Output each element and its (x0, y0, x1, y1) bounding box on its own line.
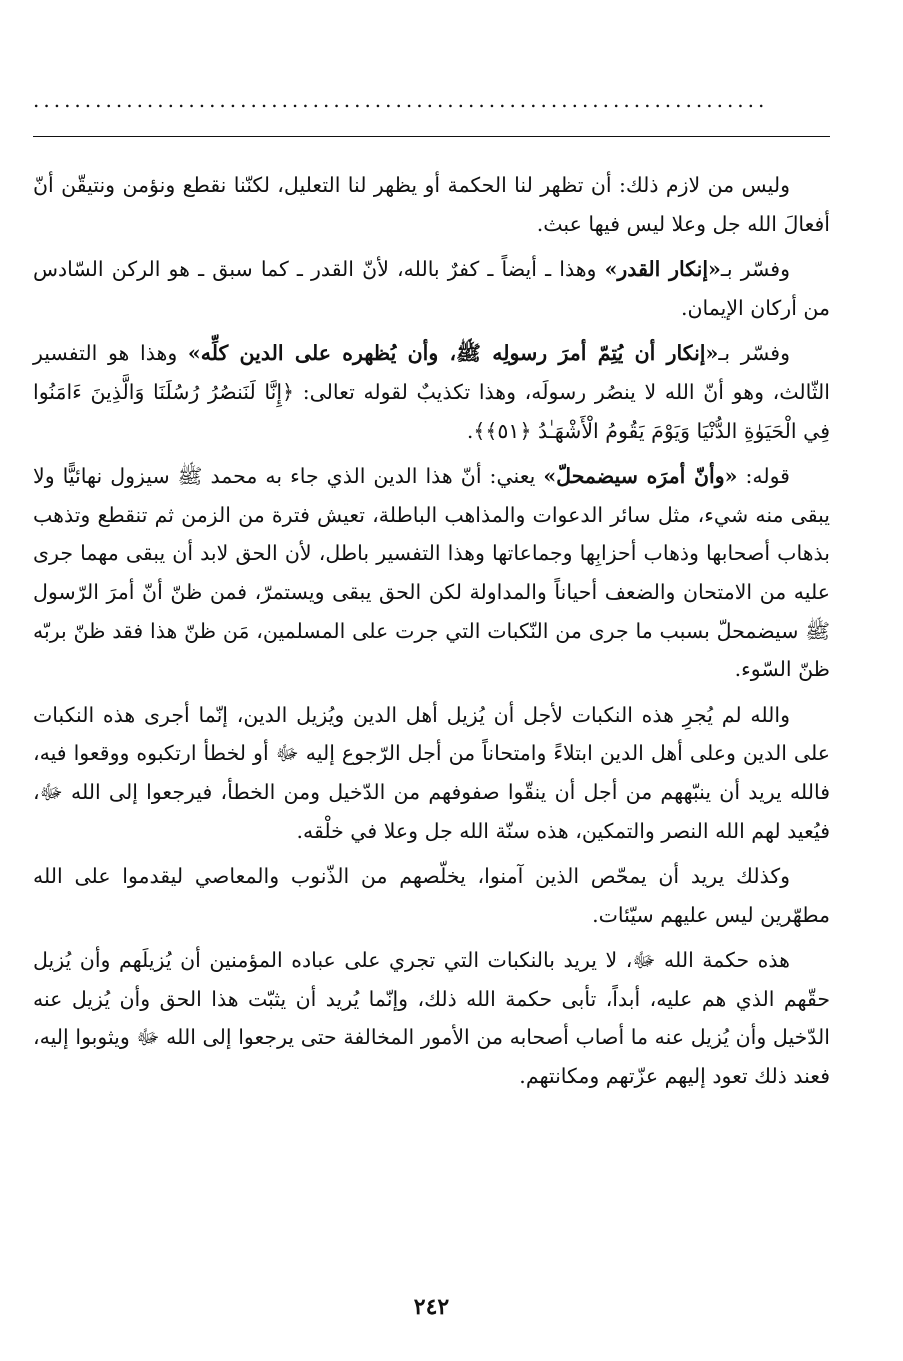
paragraph-4-intro: قوله: (737, 464, 790, 489)
book-page (33, 80, 830, 1340)
paragraph-3-rest: وهذا هو التفسير الثّالث، وهو أنّ الله لا ينصُر رسولَه، وهذا تكذيبٌ لقوله تعالى: ﴿إِنَّا لَنَنصُرُ رُسُلَنَا وَالَّذِينَ ءَامَنُوا فِي الْحَيَوٰةِ الدُّنْيَا وَيَوْمَ يَقُومُ الْأَشْهَـٰدُ ﴿٥١﴾﴾. (33, 341, 830, 443)
paragraph-2-intro: وفسّر بـ (720, 257, 791, 282)
paragraph-1: وليس من لازم ذلك: أن تظهر لنا الحكمة أو يظهر لنا التعليل، لكنّنا نقطع ونؤمن ونتيقّن أنّ أفعالَ الله جل وعلا ليس فيها عبث. (33, 173, 830, 236)
page-body (33, 166, 830, 1103)
paragraph-2-rest: وهذا ـ أيضاً ـ كفرٌ بالله، لأنّ القدر ـ كما سبق ـ هو الركن السّادس من أركان الإيمان. (33, 257, 830, 320)
paragraph-7: هذه حكمة الله ﷻ، لا يريد بالنكبات التي تجري على عباده المؤمنين أن يُزيلَهم وأن يُزيل حقّهم الذي هم عليه، أبداً، تأبى حكمة الله ذلك، وإنّما يُريد أن يثبّت هذا الحق وأن يُزيل عنه الدّخيل وأن يُزيل عنه ما أصاب أصحابه من الأمور المخالفة حتى يرجعوا إلى الله ﷻ ويثوبوا إليه، فعند ذلك تعود إليهم عزّتهم ومكانتهم. (33, 948, 830, 1089)
dotted-separator: ....................................................................... (33, 90, 769, 110)
paragraph-3-bold-phrase: «إنكار أن يُتِمّ أمرَ رسولِه ﷺ، وأن يُظهره على الدين كلِّه» (187, 341, 719, 366)
paragraph-3-intro: وفسّر بـ (718, 341, 791, 366)
paragraph-3 (33, 334, 830, 450)
paragraph-4 (33, 457, 830, 689)
paragraph-5: والله لم يُجرِ هذه النكبات لأجل أن يُزيل أهل الدين ويُزيل الدين، إنّما أجرى هذه النكبات على الدين وعلى أهل الدين ابتلاءً وامتحاناً من أجل الرّجوع إليه ﷻ أو لخطأ ارتكبوه ووقعوا فيه، فالله يريد أن ينبّههم من أجل أن ينقّوا صفوفهم من الدّخيل ومن الخطأ، فيرجعوا إلى الله ﷻ، فيُعيد لهم الله النصر والتمكين، هذه سنّة الله جل وعلا في خلْقه. (33, 702, 830, 843)
paragraph-4-rest: يعني: أنّ هذا الدين الذي جاء به محمد ﷺ سيزول نهائيًّا ولا يبقى منه شيء، مثل سائر الدعوات والمذاهب الباطلة، تعيش فترة من الزمن ثم تنقطع وتذهب بذهاب أصحابها وذهاب أحزابِها وجماعاتها وهذا التفسير باطل، لأن الحق لابد أن يبقى مهما جرى عليه من الامتحان والضعف أحياناً والمداولة لكن الحق يبقى ويستمرّ، فمن ظنّ أنّ أمرَ الرّسول ﷺ سيضمحلّ بسبب ما جرى من النّكبات التي جرت على المسلمين، مَن ظنّ هذا فقد ظنّ بربّه ظنّ السّوء. (33, 464, 830, 682)
paragraph-2-bold-phrase: «إنكار القدر» (604, 257, 721, 282)
paragraph-6: وكذلك يريد أن يمحّص الذين آمنوا، يخلّصهم من الذّنوب والمعاصي ليقدموا على الله مطهّرين ليس عليهم سيّئات. (33, 864, 830, 927)
paragraph-2 (33, 250, 830, 327)
page-number: ٢٤٢ (413, 1294, 450, 1320)
paragraph-4-bold-phrase: «وأنّ أمرَه سيضمحلّ» (543, 464, 738, 489)
header-rule (33, 136, 830, 137)
